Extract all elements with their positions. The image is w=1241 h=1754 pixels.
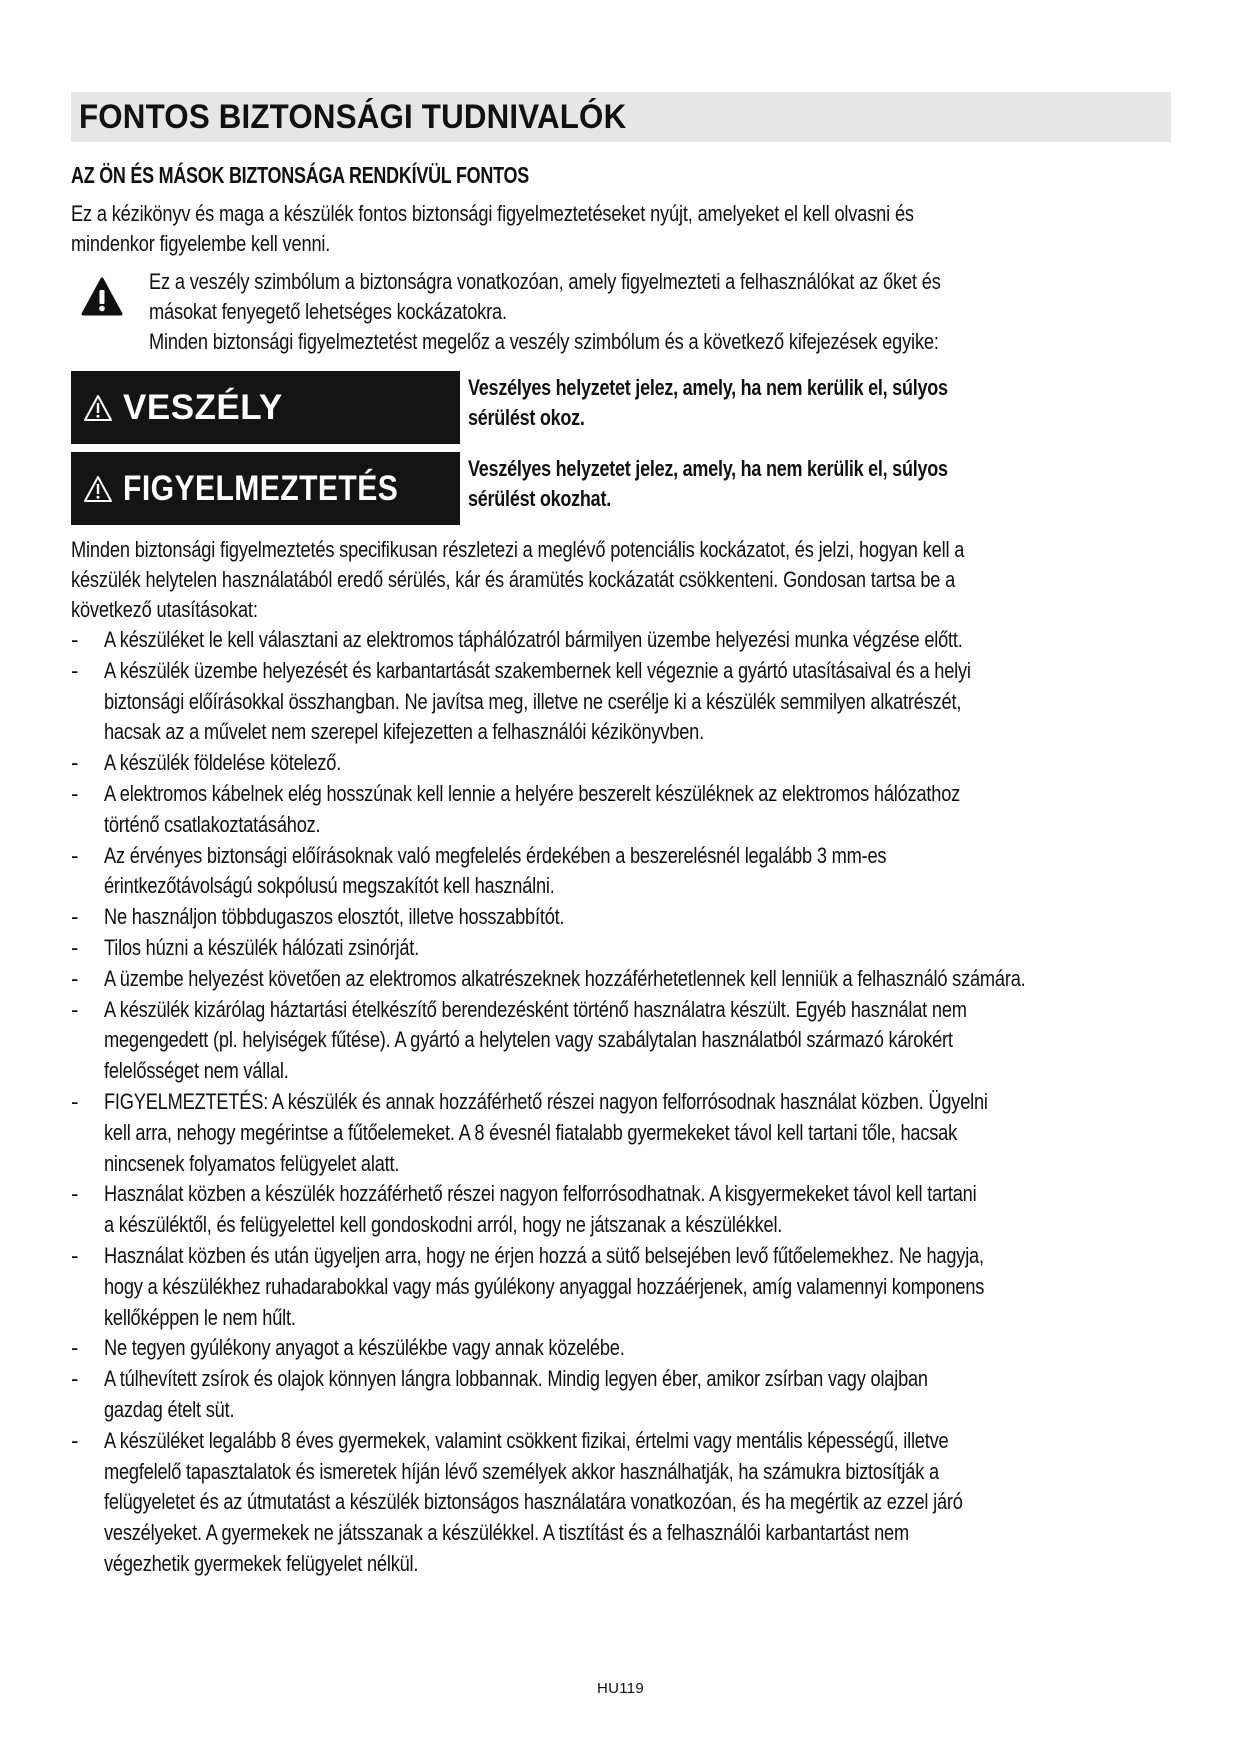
list-dash: -	[71, 1242, 79, 1268]
signal-warning	[71, 452, 1171, 525]
list-item-line: gazdag ételt süt.	[104, 1396, 235, 1422]
list-item-line: Használat közben és után ügyeljen arra, hogy ne érjen hozzá a sütő belsejében levő fűtőelemekhez. Ne hagyja,	[104, 1242, 984, 1268]
list-item-line: kell arra, nehogy megérintse a fűtőelemeket. A 8 évesnél fiatalabb gyermekeket távol kell tartani tőle, hacsak	[104, 1119, 958, 1145]
danger-label: VESZÉLY	[123, 387, 283, 427]
list-item-line: a készüléktől, és felügyelettel kell gondoskodni arról, hogy ne játszanak a készülékkel.	[104, 1212, 783, 1238]
list-item-line: A készüléket le kell választani az elektromos táphálózatról bármilyen üzembe helyezési munka végzése előtt.	[104, 627, 963, 652]
warning-description: Veszélyes helyzetet jelez, amely, ha nem kerülik el, súlyos sérülést okozhat.	[468, 456, 948, 511]
list-dash: -	[71, 780, 79, 806]
list-item	[71, 995, 1171, 1087]
list-dash: -	[71, 934, 79, 960]
list-item-line: történő csatlakoztatásához.	[104, 811, 321, 837]
list-item-line: biztonsági előírásokkal összhangban. Ne javítsa meg, illetve ne cserélje ki a készülék semmilyen alkatrészét,	[104, 688, 962, 714]
list-item-line: Ne használjon többdugaszos elosztót, illetve hosszabbítót.	[104, 904, 565, 930]
list-dash: -	[71, 1427, 79, 1453]
list-dash: -	[71, 657, 79, 683]
list-item-line: megengedett (pl. helyiségek fűtése). A gyártó a helytelen vagy szabálytalan használatból származó károkért	[104, 1027, 953, 1053]
list-item-line: felelősséget nem vállal.	[104, 1058, 289, 1084]
intro-paragraph: Ez a kézikönyv és maga a készülék fontos biztonsági figyelmeztetéseket nyújt, amelyeket el kell olvasni és mindenkor figyelembe kell venni.	[71, 201, 914, 256]
list-item	[71, 748, 1171, 779]
instruction-list	[71, 625, 1171, 1580]
warning-label: FIGYELMEZTETÉS	[123, 468, 399, 508]
list-dash: -	[71, 996, 79, 1022]
warning-outline-icon	[83, 475, 113, 503]
list-item-line: hacsak az a művelet nem szerepel kifejezetten a felhasználói kézikönyvben.	[104, 719, 704, 745]
list-item-line: megfelelő tapasztalatok és ismeretek híján lévő személyek akkor használhatják, ha számukra biztosítják a	[104, 1458, 939, 1484]
list-item-line: hogy a készülékhez ruhadarabokkal vagy más gyúlékony anyaggal hozzáérjenek, amíg valamennyi komponens	[104, 1273, 985, 1299]
list-item-line: A elektromos kábelnek elég hosszúnak kell lennie a helyére beszerelt készüléknek az elektromos hálózathoz	[104, 780, 961, 806]
list-item-line: A készülék üzembe helyezését és karbantartását szakembernek kell végeznie a gyártó utasításaival és a helyi	[104, 657, 971, 683]
list-item-line: kellőképpen le nem hűlt.	[104, 1304, 296, 1330]
section-subtitle	[71, 162, 1171, 189]
list-item-line: végezhetik gyermekek felügyelet nélkül.	[104, 1550, 419, 1576]
list-item	[71, 656, 1171, 748]
list-dash: -	[71, 1335, 79, 1361]
list-item	[71, 1087, 1171, 1179]
list-item-line: A készülék földelése kötelező.	[104, 750, 342, 776]
list-item-line: nincsenek folyamatos felügyelet alatt.	[104, 1150, 400, 1176]
list-item-line: Használat közben a készülék hozzáférhető részei nagyon felforrósodhatnak. A kisgyermekeket távol kell tartani	[104, 1181, 977, 1207]
list-item	[71, 841, 1171, 903]
list-dash: -	[71, 1181, 79, 1207]
warning-triangle-icon	[71, 267, 149, 357]
list-item	[71, 1179, 1171, 1241]
signal-danger	[71, 371, 1171, 444]
list-item-line: Az érvényes biztonsági előírásoknak való megfelelés érdekében a beszerelésnél legalább 3 mm-es	[104, 842, 887, 868]
list-item	[71, 1241, 1171, 1333]
list-item-line: A túlhevített zsírok és olajok könnyen lángra lobbannak. Mindig legyen éber, amikor zsírban vagy olajban	[104, 1366, 928, 1392]
list-item-line: veszélyeket. A gyermekek ne játsszanak a készülékkel. A tisztítást és a felhasználói karbantartást nem	[104, 1520, 909, 1546]
page-number: HU119	[596, 1680, 645, 1697]
list-dash: -	[71, 1088, 79, 1114]
list-item-line: érintkezőtávolságú sokpólusú megszakítót kell használni.	[104, 873, 555, 899]
list-item	[71, 779, 1171, 841]
danger-label-box	[71, 371, 460, 444]
page-title-text: FONTOS BIZTONSÁGI TUDNIVALÓK	[79, 98, 627, 136]
list-item	[71, 964, 1171, 995]
section-subtitle-text: AZ ÖN ÉS MÁSOK BIZTONSÁGA RENDKÍVÜL FONTOS	[71, 162, 529, 188]
list-item-line: FIGYELMEZTETÉS: A készülék és annak hozzáférhető részei nagyon felforrósodnak használat közben. Ügyelni	[104, 1088, 988, 1114]
list-dash: -	[71, 1366, 79, 1392]
page-content	[71, 92, 1171, 1580]
list-item-line: A üzembe helyezést követően az elektromos alkatrészeknek hozzáférhetetlennek kell lenniük a felhasználó számára.	[104, 965, 1026, 991]
list-item-line: Tilos húzni a készülék hálózati zsinórját.	[104, 934, 419, 960]
list-dash: -	[71, 627, 79, 652]
list-item	[71, 1364, 1171, 1426]
warning-outline-icon	[83, 394, 113, 422]
list-item-line: A készüléket legalább 8 éves gyermekek, valamint csökkent fizikai, értelmi vagy mentális képességű, illetve	[104, 1427, 949, 1453]
list-item	[71, 1426, 1171, 1580]
list-item	[71, 1333, 1171, 1364]
list-dash: -	[71, 842, 79, 868]
list-item	[71, 902, 1171, 933]
symbol-explanation: Ez a veszély szimbólum a biztonságra vonatkozóan, amely figyelmezteti a felhasználókat az őket és másokat fenyegető lehetséges kockázatokra. Minden biztonsági figyelmeztetést megelőz a veszély szimbólum és a következő kifejezések egyike:	[71, 267, 1171, 357]
list-dash: -	[71, 965, 79, 991]
warning-label-box	[71, 452, 460, 525]
list-item	[71, 933, 1171, 964]
body-paragraph: Minden biztonsági figyelmeztetés specifikusan részletezi a meglévő potenciális kockázatot, és jelzi, hogyan kell a készülék helytelen használatából eredő sérülés, kár és áramütés kockázatát csökkenteni. Gondosan tartsa be a következő utasításokat:	[71, 537, 965, 622]
page-title	[71, 92, 1171, 142]
list-item-line: felügyeletet és az útmutatást a készülék biztonságos használatára vonatkozóan, és ha megértik az ezzel járó	[104, 1489, 963, 1515]
list-dash: -	[71, 904, 79, 930]
list-item	[71, 625, 1171, 656]
list-dash: -	[71, 750, 79, 776]
danger-description: Veszélyes helyzetet jelez, amely, ha nem kerülik el, súlyos sérülést okoz.	[468, 375, 948, 430]
list-item-line: A készülék kizárólag háztartási ételkészítő berendezésként történő használatra készült. Egyéb használat nem	[104, 996, 967, 1022]
list-item-line: Ne tegyen gyúlékony anyagot a készülékbe vagy annak közelébe.	[104, 1335, 625, 1361]
